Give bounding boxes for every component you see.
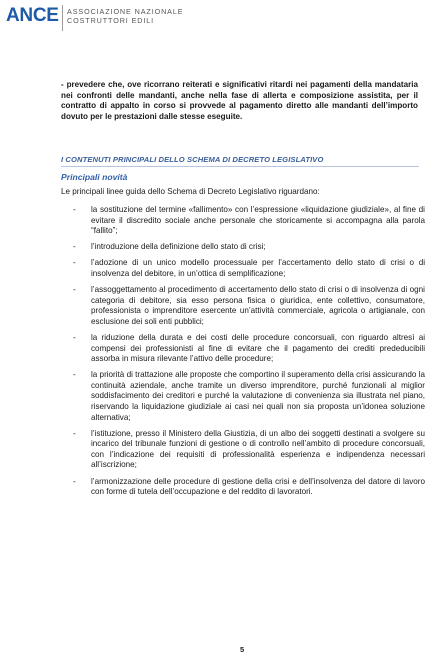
bullet-item xyxy=(73,477,425,498)
bullet-text: l’introduzione della definizione dello stato di crisi; xyxy=(91,242,266,252)
bullet-dash: - xyxy=(73,242,76,252)
bullet-item xyxy=(73,333,425,365)
bullet-dash: - xyxy=(73,476,76,486)
section-title: I CONTENUTI PRINCIPALI DELLO SCHEMA DI DECRETO LEGISLATIVO xyxy=(61,155,324,164)
bullet-dash: - xyxy=(73,332,76,342)
header-divider xyxy=(62,5,63,31)
bullet-dash: - xyxy=(73,428,76,438)
ance-logo xyxy=(0,0,59,26)
bullet-item xyxy=(73,370,425,423)
bullet-item xyxy=(73,258,425,279)
bullet-dash: - xyxy=(73,285,76,295)
bullet-dash: - xyxy=(73,258,76,268)
association-name xyxy=(67,7,183,25)
bullet-item xyxy=(73,285,425,327)
bullet-list xyxy=(73,205,425,503)
bullet-text: l’assoggettamento al procedimento di accertamento dello stato di crisi o di insolvenza di ogni categoria di debitore, sia esso persona fisica o giuridica, ente collettivo, consumatore, professionista o imprenditore esercente un’attività commerciale, agricola o artigianale, con esclusione dei soli enti pubblici; xyxy=(91,285,425,326)
bullet-text: la priorità di trattazione alle proposte che comportino il superamento della crisi assicurando la continuità aziendale, anche tramite un diverso imprenditore, purché funzionali al miglior soddisfacimento dei creditori e purché la valutazione di convenienza sia illustrata nel piano, riservando la liquidazione giudiziale ai casi nei quali non sia proposta un’idonea soluzione alternativa; xyxy=(91,370,425,422)
bullet-text: la riduzione della durata e dei costi delle procedure concorsuali, con riguardo altresì ai compensi dei professionisti al fine di evitare che il pagamento dei crediti prededucibili assorba in misura rilevante l’attivo delle procedure; xyxy=(91,332,425,364)
bullet-text: l’adozione di un unico modello processuale per l’accertamento dello stato di crisi o di insolvenza del debitore, in un’ottica di semplificazione; xyxy=(91,258,425,278)
subsection-title: Principali novità xyxy=(61,172,128,182)
association-line-1: ASSOCIAZIONE NAZIONALE xyxy=(67,7,184,16)
bullet-item xyxy=(73,242,425,253)
intro-paragraph: - prevedere che, ove ricorrano reiterati e significativi ritardi nei pagamenti della mandataria nei confronti delle mandanti, anche nella fase di allerta e composizione assistita, per il contratto di appalto in corso si provvede al pagamento diretto alle mandanti dell’importo dovuto per le prestazioni dalle stesse eseguite. xyxy=(61,80,418,121)
logo-text: ANCE xyxy=(6,5,59,26)
bullet-item xyxy=(73,429,425,471)
bullet-text: l’armonizzazione delle procedure di gestione della crisi e dell’insolvenza del datore di lavoro con forme di tutela dell’occupazione e del reddito di lavoratori. xyxy=(91,476,425,497)
section-rule xyxy=(61,166,419,167)
bullet-dash: - xyxy=(73,205,76,214)
page-number: 5 xyxy=(240,645,245,654)
bullet-text: l’istituzione, presso il Ministero della Giustizia, di un albo dei soggetti destinati a svolgere su incarico del tribunale funzioni di gestione o di controllo nell’ambito di procedure concorsuali, con l’indicazione dei requisiti di professionalità esperienza e indipendenza necessari all’iscrizione; xyxy=(91,428,425,470)
bullet-text: la sostituzione del termine «fallimento» con l’espressione «liquidazione giudiziale», al fine di evitare il discredito sociale anche personale che storicamente si accompagna alla parola “fallito”; xyxy=(91,205,425,236)
bullet-item xyxy=(73,205,425,237)
lead-paragraph: Le principali linee guida dello Schema di Decreto Legislativo riguardano: xyxy=(61,187,320,196)
association-line-2: COSTRUTTORI EDILI xyxy=(67,16,155,25)
bullet-dash: - xyxy=(73,370,76,380)
